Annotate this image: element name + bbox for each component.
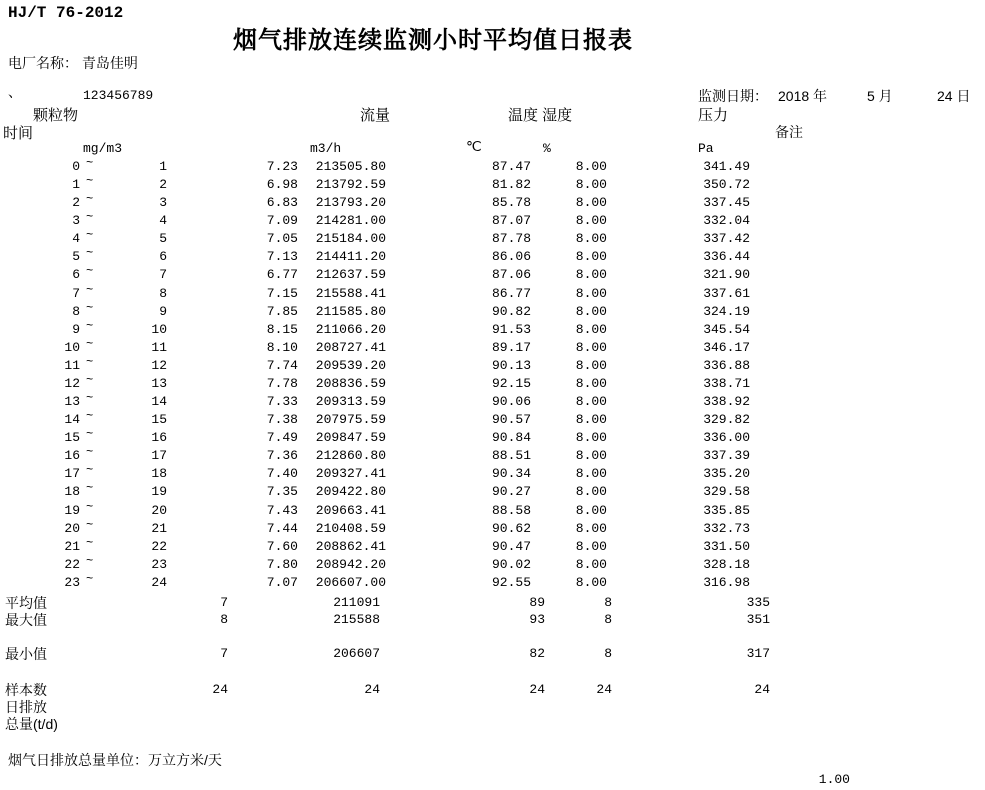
cell-hum: 8.00 bbox=[575, 231, 607, 247]
cell-pm: 7.74 bbox=[266, 357, 298, 373]
plant-name-line bbox=[8, 53, 138, 73]
cell-flow: 210408.59 bbox=[315, 520, 386, 536]
cell-to: 15 bbox=[151, 412, 167, 428]
cell-pm: 7.38 bbox=[266, 412, 298, 428]
table-row bbox=[0, 266, 985, 284]
cell-to: 5 bbox=[159, 231, 167, 247]
cell-press: 336.44 bbox=[703, 249, 750, 265]
tilde-separator: ~ bbox=[86, 409, 94, 424]
cell-press: 335 bbox=[746, 595, 770, 610]
cell-temp: 89 bbox=[529, 595, 545, 610]
tilde-separator: ~ bbox=[86, 246, 94, 261]
cell-pm: 7.23 bbox=[266, 159, 298, 174]
cell-temp: 81.82 bbox=[491, 177, 531, 193]
date-day: 24 日 bbox=[937, 88, 971, 104]
cell-pm: 7.09 bbox=[266, 213, 298, 229]
summary-row bbox=[0, 645, 985, 663]
cell-press: 337.39 bbox=[703, 448, 750, 464]
cell-press: 337.45 bbox=[703, 195, 750, 211]
cell-hum: 8.00 bbox=[575, 195, 607, 211]
unit-flow: m3/h bbox=[310, 141, 342, 156]
table-row bbox=[0, 230, 985, 248]
cell-to: 1 bbox=[159, 159, 167, 174]
tilde-separator: ~ bbox=[86, 210, 94, 225]
cell-from: 10 bbox=[64, 339, 80, 355]
tilde-separator: ~ bbox=[86, 553, 94, 568]
table-row bbox=[0, 300, 985, 321]
cell-from: 21 bbox=[64, 538, 80, 554]
cell-temp: 91.53 bbox=[491, 321, 531, 337]
cell-flow: 209539.20 bbox=[315, 357, 386, 373]
column-header-pressure: 压力 bbox=[698, 107, 729, 124]
column-header-flow: 流量 bbox=[360, 107, 391, 124]
plant-name-label: 电厂名称： bbox=[8, 55, 78, 71]
cell-flow: 209422.80 bbox=[315, 484, 386, 500]
cell-to: 7 bbox=[159, 267, 167, 283]
table-row bbox=[0, 393, 985, 411]
daily-total-label-line2: 总量(t/d) bbox=[5, 716, 58, 732]
cell-from: 8 bbox=[72, 303, 80, 319]
cell-flow: 213793.20 bbox=[315, 195, 386, 211]
cell-flow: 211066.20 bbox=[315, 321, 386, 337]
cell-hum: 8.00 bbox=[575, 303, 607, 319]
cell-hum: 8.00 bbox=[575, 375, 607, 391]
table-row bbox=[0, 535, 985, 556]
tilde-separator: ~ bbox=[86, 318, 94, 333]
cell-press: 336.00 bbox=[703, 430, 750, 446]
unit-pm: mg/m3 bbox=[83, 141, 123, 156]
table-row bbox=[0, 447, 985, 465]
cell-from: 12 bbox=[64, 375, 80, 391]
cell-to: 14 bbox=[151, 394, 167, 410]
tilde-separator: ~ bbox=[86, 463, 94, 478]
cell-to: 20 bbox=[151, 502, 167, 518]
cell-to: 10 bbox=[151, 321, 167, 337]
cell-temp: 87.78 bbox=[491, 231, 531, 247]
cell-flow: 24 bbox=[364, 682, 380, 697]
cell-press: 335.20 bbox=[703, 466, 750, 482]
cell-hum: 8 bbox=[604, 595, 612, 610]
tilde-separator: ~ bbox=[86, 571, 94, 586]
cell-temp: 90.02 bbox=[491, 556, 531, 572]
cell-hum: 8.00 bbox=[575, 285, 607, 301]
tilde-separator: ~ bbox=[86, 192, 94, 207]
cell-to: 4 bbox=[159, 213, 167, 229]
summary-row-label: 最大值 bbox=[5, 612, 47, 628]
cell-temp: 87.47 bbox=[491, 159, 531, 174]
cell-from: 0 bbox=[72, 159, 80, 174]
cell-flow: 209663.41 bbox=[315, 502, 386, 518]
cell-flow: 212860.80 bbox=[315, 448, 386, 464]
column-header-temp-hum: 温度 湿度 bbox=[508, 107, 573, 124]
cell-pm: 7.15 bbox=[266, 285, 298, 301]
cell-flow: 215184.00 bbox=[315, 231, 386, 247]
cell-from: 15 bbox=[64, 430, 80, 446]
date-year: 2018 年 bbox=[778, 88, 828, 104]
cell-hum: 8.00 bbox=[575, 213, 607, 229]
cell-from: 13 bbox=[64, 394, 80, 410]
summary-row bbox=[0, 611, 985, 629]
cell-flow: 215588.41 bbox=[315, 285, 386, 301]
cell-from: 20 bbox=[64, 520, 80, 536]
table-row bbox=[0, 429, 985, 447]
cell-pm: 7.80 bbox=[266, 556, 298, 572]
cell-to: 24 bbox=[151, 574, 167, 590]
table-row bbox=[0, 571, 985, 592]
table-row bbox=[0, 517, 985, 538]
cell-hum: 8.00 bbox=[575, 177, 607, 193]
cell-to: 3 bbox=[159, 195, 167, 211]
unit-note: 烟气日排放总量单位：万立方米/天 bbox=[8, 752, 222, 768]
cell-temp: 87.06 bbox=[491, 267, 531, 283]
cell-to: 6 bbox=[159, 249, 167, 265]
cell-hum: 8.00 bbox=[575, 394, 607, 410]
cell-from: 3 bbox=[72, 213, 80, 229]
tilde-separator: ~ bbox=[86, 372, 94, 387]
cell-temp: 24 bbox=[529, 682, 545, 697]
cell-pm: 7.60 bbox=[266, 538, 298, 554]
cell-to: 11 bbox=[151, 339, 167, 355]
cell-pm: 7.05 bbox=[266, 231, 298, 247]
cell-to: 22 bbox=[151, 538, 167, 554]
cell-temp: 90.82 bbox=[491, 303, 531, 319]
cell-from: 9 bbox=[72, 321, 80, 337]
cell-pm: 7.85 bbox=[266, 303, 298, 319]
cell-temp: 87.07 bbox=[491, 213, 531, 229]
date-month: 5 月 bbox=[867, 88, 893, 104]
cell-hum: 8 bbox=[604, 646, 612, 661]
cell-pm: 7.43 bbox=[266, 502, 298, 518]
cell-pm: 7.40 bbox=[266, 466, 298, 482]
cell-hum: 8.00 bbox=[575, 484, 607, 500]
cell-pm: 6.83 bbox=[266, 195, 298, 211]
tilde-separator: ~ bbox=[86, 156, 94, 170]
cell-pm: 8.15 bbox=[266, 321, 298, 337]
cell-hum: 8.00 bbox=[575, 267, 607, 283]
summary-row-label: 最小值 bbox=[5, 646, 47, 662]
cell-from: 16 bbox=[64, 448, 80, 464]
cell-temp: 90.34 bbox=[491, 466, 531, 482]
cell-flow: 214281.00 bbox=[315, 213, 386, 229]
cell-pm: 7 bbox=[220, 646, 228, 661]
table-row bbox=[0, 336, 985, 357]
cell-pm: 7.13 bbox=[266, 249, 298, 265]
standard-number: HJ/T 76-2012 bbox=[8, 4, 124, 22]
cell-press: 324.19 bbox=[703, 303, 750, 319]
cell-temp: 92.55 bbox=[491, 574, 531, 590]
cell-press: 350.72 bbox=[703, 177, 750, 193]
cell-to: 12 bbox=[151, 357, 167, 373]
serial-number: 123456789 bbox=[83, 88, 154, 103]
cell-to: 18 bbox=[151, 466, 167, 482]
serial-mark: 、 bbox=[8, 84, 22, 100]
table-row bbox=[0, 499, 985, 520]
tilde-separator: ~ bbox=[86, 517, 94, 532]
cell-to: 16 bbox=[151, 430, 167, 446]
cell-from: 4 bbox=[72, 231, 80, 247]
cell-flow: 206607.00 bbox=[315, 574, 386, 590]
cell-pm: 6.77 bbox=[266, 267, 298, 283]
cell-flow: 215588 bbox=[333, 612, 380, 627]
cell-from: 2 bbox=[72, 195, 80, 211]
cell-temp: 92.15 bbox=[491, 375, 531, 391]
cell-press: 332.04 bbox=[703, 213, 750, 229]
cell-press: 328.18 bbox=[703, 556, 750, 572]
cell-pm: 7.36 bbox=[266, 448, 298, 464]
plant-name-value: 青岛佳明 bbox=[81, 55, 138, 71]
tilde-separator: ~ bbox=[86, 300, 94, 315]
tilde-separator: ~ bbox=[86, 427, 94, 442]
cell-temp: 90.13 bbox=[491, 357, 531, 373]
cell-press: 341.49 bbox=[703, 159, 750, 174]
column-header-time: 时间 bbox=[3, 125, 34, 142]
cell-hum: 8.00 bbox=[575, 339, 607, 355]
cell-pm: 7.78 bbox=[266, 375, 298, 391]
cell-flow: 209313.59 bbox=[315, 394, 386, 410]
cell-press: 336.88 bbox=[703, 357, 750, 373]
cell-from: 22 bbox=[64, 556, 80, 572]
cell-to: 9 bbox=[159, 303, 167, 319]
cell-press: 335.85 bbox=[703, 502, 750, 518]
cell-from: 14 bbox=[64, 412, 80, 428]
cell-press: 321.90 bbox=[703, 267, 750, 283]
cell-hum: 8.00 bbox=[575, 412, 607, 428]
cell-to: 2 bbox=[159, 177, 167, 193]
tilde-separator: ~ bbox=[86, 228, 94, 243]
cell-temp: 82 bbox=[529, 646, 545, 661]
summary-row bbox=[0, 594, 985, 612]
table-row bbox=[0, 282, 985, 303]
cell-press: 351 bbox=[746, 612, 770, 627]
table-row bbox=[0, 212, 985, 230]
cell-to: 8 bbox=[159, 285, 167, 301]
cell-temp: 88.51 bbox=[491, 448, 531, 464]
date-label: 监测日期： bbox=[698, 88, 768, 104]
tilde-separator: ~ bbox=[86, 174, 94, 189]
cell-temp: 85.78 bbox=[491, 195, 531, 211]
unit-temp: ℃ bbox=[466, 138, 482, 154]
cell-to: 23 bbox=[151, 556, 167, 572]
unit-pressure: Pa bbox=[698, 141, 714, 156]
cell-from: 18 bbox=[64, 484, 80, 500]
cell-press: 316.98 bbox=[703, 574, 750, 590]
cell-temp: 90.84 bbox=[491, 430, 531, 446]
cell-hum: 24 bbox=[596, 682, 612, 697]
cell-temp: 90.57 bbox=[491, 412, 531, 428]
cell-hum: 8.00 bbox=[575, 520, 607, 536]
cell-flow: 211091 bbox=[333, 595, 380, 610]
summary-row bbox=[0, 681, 985, 699]
summary-row-label: 样本数 bbox=[5, 682, 47, 698]
cell-pm: 7.44 bbox=[266, 520, 298, 536]
cell-from: 1 bbox=[72, 177, 80, 193]
cell-to: 19 bbox=[151, 484, 167, 500]
cell-flow: 214411.20 bbox=[315, 249, 386, 265]
cell-hum: 8.00 bbox=[575, 357, 607, 373]
table-row bbox=[0, 318, 985, 339]
cell-temp: 89.17 bbox=[491, 339, 531, 355]
table-row bbox=[0, 372, 985, 393]
cell-temp: 86.06 bbox=[491, 249, 531, 265]
cell-press: 337.61 bbox=[703, 285, 750, 301]
cell-flow: 206607 bbox=[333, 646, 380, 661]
report-title: 烟气排放连续监测小时平均值日报表 bbox=[233, 27, 633, 54]
cell-flow: 208862.41 bbox=[315, 538, 386, 554]
cell-hum: 8.00 bbox=[575, 574, 607, 590]
cell-temp: 90.62 bbox=[491, 520, 531, 536]
cell-press: 338.71 bbox=[703, 375, 750, 391]
cell-to: 21 bbox=[151, 520, 167, 536]
cell-press: 337.42 bbox=[703, 231, 750, 247]
cell-from: 17 bbox=[64, 466, 80, 482]
table-row bbox=[0, 553, 985, 574]
cell-flow: 209327.41 bbox=[315, 466, 386, 482]
table-row bbox=[0, 248, 985, 266]
cell-from: 6 bbox=[72, 267, 80, 283]
tilde-separator: ~ bbox=[86, 481, 94, 496]
cell-press: 329.58 bbox=[703, 484, 750, 500]
tilde-separator: ~ bbox=[86, 391, 94, 406]
cell-from: 19 bbox=[64, 502, 80, 518]
table-row bbox=[0, 465, 985, 483]
cell-from: 5 bbox=[72, 249, 80, 265]
table-row bbox=[0, 194, 985, 212]
cell-from: 11 bbox=[64, 357, 80, 373]
table-row bbox=[0, 483, 985, 501]
cell-temp: 90.47 bbox=[491, 538, 531, 554]
table-row bbox=[0, 354, 985, 375]
cell-pm: 7.35 bbox=[266, 484, 298, 500]
cell-press: 346.17 bbox=[703, 339, 750, 355]
tilde-separator: ~ bbox=[86, 445, 94, 460]
cell-flow: 213505.80 bbox=[315, 159, 386, 174]
cell-temp: 93 bbox=[529, 612, 545, 627]
cell-flow: 213792.59 bbox=[315, 177, 386, 193]
cell-pm: 6.98 bbox=[266, 177, 298, 193]
tilde-separator: ~ bbox=[86, 264, 94, 279]
cell-from: 23 bbox=[64, 574, 80, 590]
daily-total-label-line1: 日排放 bbox=[5, 699, 47, 715]
cell-to: 17 bbox=[151, 448, 167, 464]
cell-flow: 207975.59 bbox=[315, 412, 386, 428]
cell-to: 13 bbox=[151, 375, 167, 391]
page-number: 1.00 bbox=[818, 772, 850, 787]
tilde-separator: ~ bbox=[86, 282, 94, 297]
tilde-separator: ~ bbox=[86, 499, 94, 514]
cell-press: 329.82 bbox=[703, 412, 750, 428]
cell-temp: 88.58 bbox=[491, 502, 531, 518]
cell-pm: 7.07 bbox=[266, 574, 298, 590]
cell-hum: 8.00 bbox=[575, 556, 607, 572]
cell-temp: 90.27 bbox=[491, 484, 531, 500]
cell-hum: 8.00 bbox=[575, 538, 607, 554]
cell-hum: 8.00 bbox=[575, 249, 607, 265]
cell-pm: 8.10 bbox=[266, 339, 298, 355]
cell-press: 24 bbox=[754, 682, 770, 697]
table-row bbox=[0, 411, 985, 429]
cell-flow: 211585.80 bbox=[315, 303, 386, 319]
cell-flow: 208942.20 bbox=[315, 556, 386, 572]
cell-hum: 8.00 bbox=[575, 502, 607, 518]
cell-flow: 208727.41 bbox=[315, 339, 386, 355]
cell-pm: 7 bbox=[220, 595, 228, 610]
column-header-pm: 颗粒物 bbox=[33, 107, 79, 124]
table-row bbox=[0, 158, 985, 176]
cell-pm: 24 bbox=[212, 682, 228, 697]
cell-pm: 7.49 bbox=[266, 430, 298, 446]
cell-hum: 8.00 bbox=[575, 448, 607, 464]
tilde-separator: ~ bbox=[86, 354, 94, 369]
unit-humidity: % bbox=[543, 141, 551, 156]
cell-from: 7 bbox=[72, 285, 80, 301]
cell-flow: 212637.59 bbox=[315, 267, 386, 283]
cell-pm: 7.33 bbox=[266, 394, 298, 410]
cell-hum: 8.00 bbox=[575, 159, 607, 174]
table-row bbox=[0, 176, 985, 194]
cell-hum: 8.00 bbox=[575, 430, 607, 446]
cell-temp: 86.77 bbox=[491, 285, 531, 301]
cell-hum: 8.00 bbox=[575, 321, 607, 337]
tilde-separator: ~ bbox=[86, 336, 94, 351]
cell-press: 331.50 bbox=[703, 538, 750, 554]
cell-flow: 208836.59 bbox=[315, 375, 386, 391]
cell-press: 317 bbox=[746, 646, 770, 661]
cell-hum: 8.00 bbox=[575, 466, 607, 482]
cell-hum: 8 bbox=[604, 612, 612, 627]
cell-flow: 209847.59 bbox=[315, 430, 386, 446]
cell-press: 338.92 bbox=[703, 394, 750, 410]
cell-temp: 90.06 bbox=[491, 394, 531, 410]
cell-press: 332.73 bbox=[703, 520, 750, 536]
tilde-separator: ~ bbox=[86, 535, 94, 550]
column-header-note: 备注 bbox=[775, 124, 803, 140]
summary-row-label: 平均值 bbox=[5, 595, 47, 611]
cell-pm: 8 bbox=[220, 612, 228, 627]
cell-press: 345.54 bbox=[703, 321, 750, 337]
